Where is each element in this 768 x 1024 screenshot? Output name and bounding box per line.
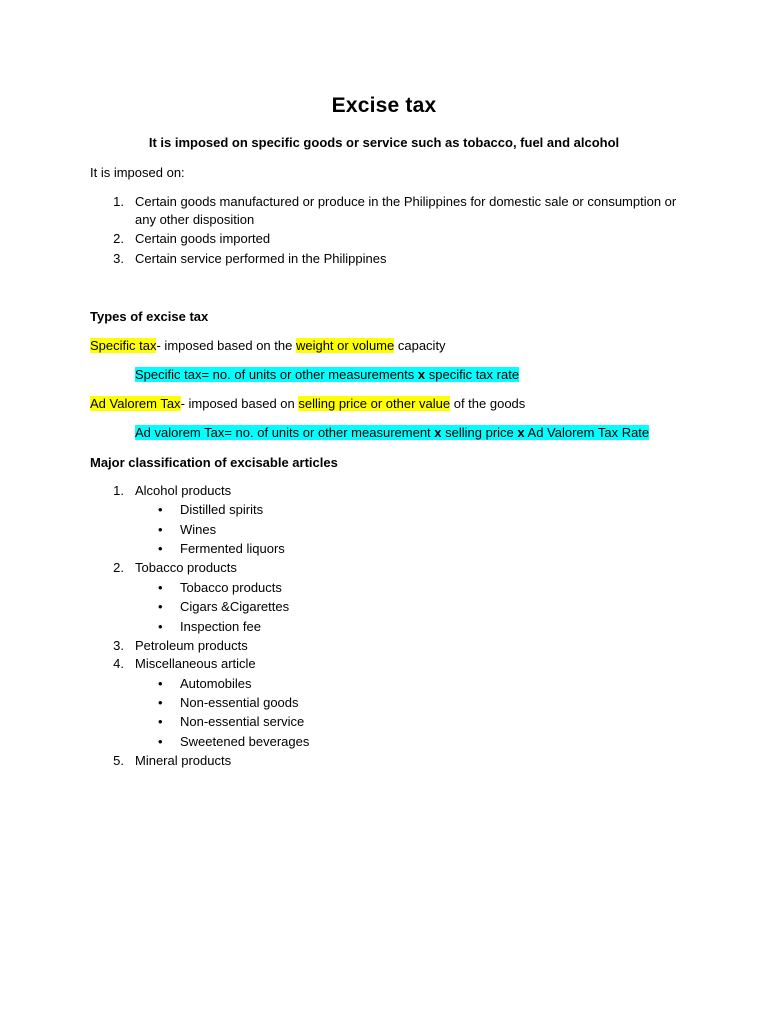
- list-number: 2.: [113, 560, 124, 575]
- bullet-icon: •: [158, 619, 163, 634]
- sub-item: Automobiles: [180, 676, 252, 691]
- bullet-icon: •: [158, 676, 163, 691]
- definition-text: - imposed based on the: [156, 338, 296, 353]
- document-title: Excise tax: [331, 94, 437, 117]
- specific-tax-term: Specific tax: [90, 338, 157, 353]
- sub-item: Non-essential service: [180, 714, 305, 729]
- definition-text: of the goods: [450, 396, 526, 411]
- sub-item: Fermented liquors: [180, 541, 285, 556]
- category-item: Alcohol products: [135, 483, 232, 498]
- document-subtitle: It is imposed on specific goods or service such as tobacco, fuel and alcohol: [148, 135, 620, 150]
- highlighted-phrase: weight or volume: [295, 338, 395, 353]
- list-number: 3.: [113, 638, 124, 653]
- list-number: 2.: [113, 231, 124, 246]
- bullet-icon: •: [158, 541, 163, 556]
- sub-item: Inspection fee: [180, 619, 261, 634]
- definition-text: - imposed based on: [180, 396, 299, 411]
- ad-valorem-formula: [135, 424, 649, 441]
- ad-valorem-term: Ad Valorem Tax: [90, 396, 181, 411]
- list-number: 5.: [113, 753, 124, 768]
- category-item: Tobacco products: [135, 560, 237, 575]
- bullet-icon: •: [158, 580, 163, 595]
- sub-item: Wines: [180, 522, 217, 537]
- formula-text: selling price: [441, 425, 518, 440]
- multiply-sign: x: [517, 425, 525, 440]
- list-number: 4.: [113, 656, 124, 671]
- list-item: Certain goods imported: [135, 231, 271, 246]
- bullet-icon: •: [158, 714, 163, 729]
- sub-item: Sweetened beverages: [180, 734, 310, 749]
- multiply-sign: x: [417, 367, 426, 382]
- multiply-sign: x: [434, 425, 442, 440]
- specific-tax-formula: [135, 366, 519, 383]
- list-item: Certain service performed in the Philippines: [135, 251, 387, 266]
- definition-text: capacity: [394, 338, 446, 353]
- bullet-icon: •: [158, 522, 163, 537]
- section-heading: Types of excise tax: [90, 309, 209, 324]
- category-item: Mineral products: [135, 753, 232, 768]
- category-item: Miscellaneous article: [135, 656, 256, 671]
- list-number: 1.: [113, 194, 124, 209]
- bullet-icon: •: [158, 502, 163, 517]
- specific-tax-definition: [90, 337, 446, 354]
- formula-text: Ad Valorem Tax Rate: [524, 425, 650, 440]
- list-number: 1.: [113, 483, 124, 498]
- formula-text: Specific tax= no. of units or other measurements: [135, 367, 418, 382]
- sub-item: Cigars &Cigarettes: [180, 599, 290, 614]
- bullet-icon: •: [158, 695, 163, 710]
- category-item: Petroleum products: [135, 638, 248, 653]
- intro-text: It is imposed on:: [90, 165, 185, 180]
- ad-valorem-definition: [90, 395, 525, 412]
- sub-item: Non-essential goods: [180, 695, 299, 710]
- highlighted-phrase: selling price or other value: [298, 396, 451, 411]
- bullet-icon: •: [158, 734, 163, 749]
- sub-item: Tobacco products: [180, 580, 282, 595]
- list-number: 3.: [113, 251, 124, 266]
- bullet-icon: •: [158, 599, 163, 614]
- section-heading: Major classification of excisable articles: [90, 455, 338, 470]
- list-item: Certain goods manufactured or produce in the Philippines for domestic sale or consumption or: [135, 194, 677, 209]
- list-item-continuation: any other disposition: [135, 212, 255, 227]
- formula-text: specific tax rate: [425, 367, 520, 382]
- formula-text: Ad valorem Tax= no. of units or other measurement: [135, 425, 435, 440]
- sub-item: Distilled spirits: [180, 502, 264, 517]
